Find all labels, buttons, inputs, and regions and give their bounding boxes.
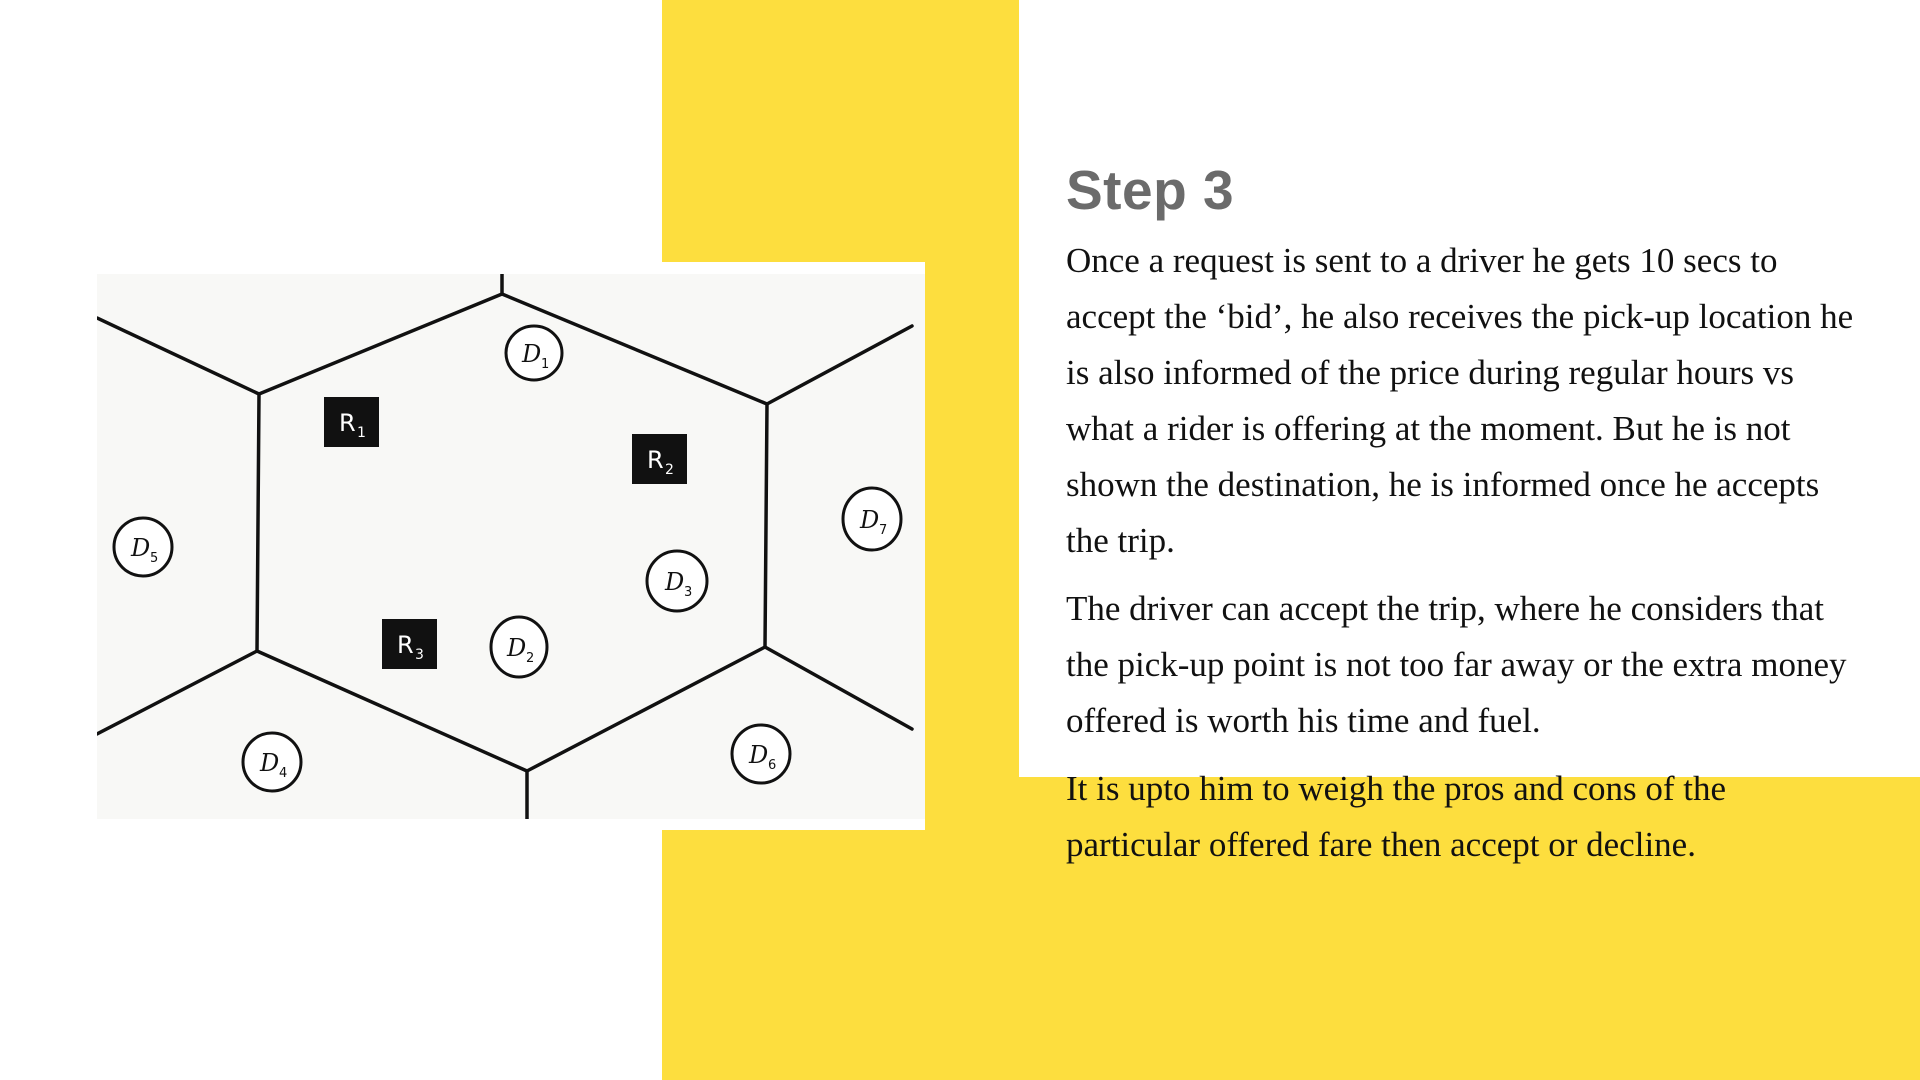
rider-r3 xyxy=(382,619,437,669)
rider-letter: R xyxy=(339,409,356,437)
driver-letter: D xyxy=(749,741,769,769)
driver-letter: D xyxy=(507,634,527,662)
rider-letter: R xyxy=(397,631,414,659)
rider-r1 xyxy=(324,397,379,447)
rider-subscript: 1 xyxy=(357,425,366,441)
driver-subscript: 4 xyxy=(279,766,288,781)
step-heading: Step 3 xyxy=(1066,159,1235,221)
rider-letter: R xyxy=(647,446,664,474)
step-text-column xyxy=(1066,155,1866,885)
driver-subscript: 5 xyxy=(150,551,159,566)
driver-letter: D xyxy=(131,534,151,562)
driver-subscript: 3 xyxy=(684,585,693,600)
driver-letter: D xyxy=(665,568,685,596)
driver-letter: D xyxy=(860,506,880,534)
rider-subscript: 3 xyxy=(415,647,424,663)
driver-subscript: 2 xyxy=(526,651,535,666)
rider-subscript: 2 xyxy=(665,462,674,478)
driver-d4 xyxy=(243,733,301,791)
paragraph-weigh-decision: It is upto him to weigh the pros and cons of the particular offered fare then accept or decline. xyxy=(1066,769,1727,864)
driver-letter: D xyxy=(260,749,280,777)
driver-d1 xyxy=(506,326,562,380)
driver-subscript: 7 xyxy=(879,523,888,538)
driver-d2 xyxy=(491,617,547,677)
driver-letter: D xyxy=(522,340,542,368)
driver-subscript: 1 xyxy=(541,357,550,372)
driver-subscript: 6 xyxy=(768,758,777,773)
rider-r2 xyxy=(632,434,687,484)
driver-d5 xyxy=(114,518,172,576)
driver-d7 xyxy=(843,488,901,550)
hexagon-grid-diagram xyxy=(97,262,925,830)
hexagon-grid-sketch xyxy=(97,274,925,819)
driver-d3 xyxy=(647,551,707,611)
paragraph-accept-conditions: The driver can accept the trip, where he considers that the pick-up point is not too far away or the extra money offered is worth his time and fuel. xyxy=(1066,589,1847,740)
driver-d6 xyxy=(732,725,790,783)
paragraph-request-details: Once a request is sent to a driver he gets 10 secs to accept the ‘bid’, he also receives the pick-up location he is also informed of the price during regular hours vs what a rider is offering at the moment. But he is not shown the destination, he is informed once he accepts the trip. xyxy=(1066,241,1854,560)
